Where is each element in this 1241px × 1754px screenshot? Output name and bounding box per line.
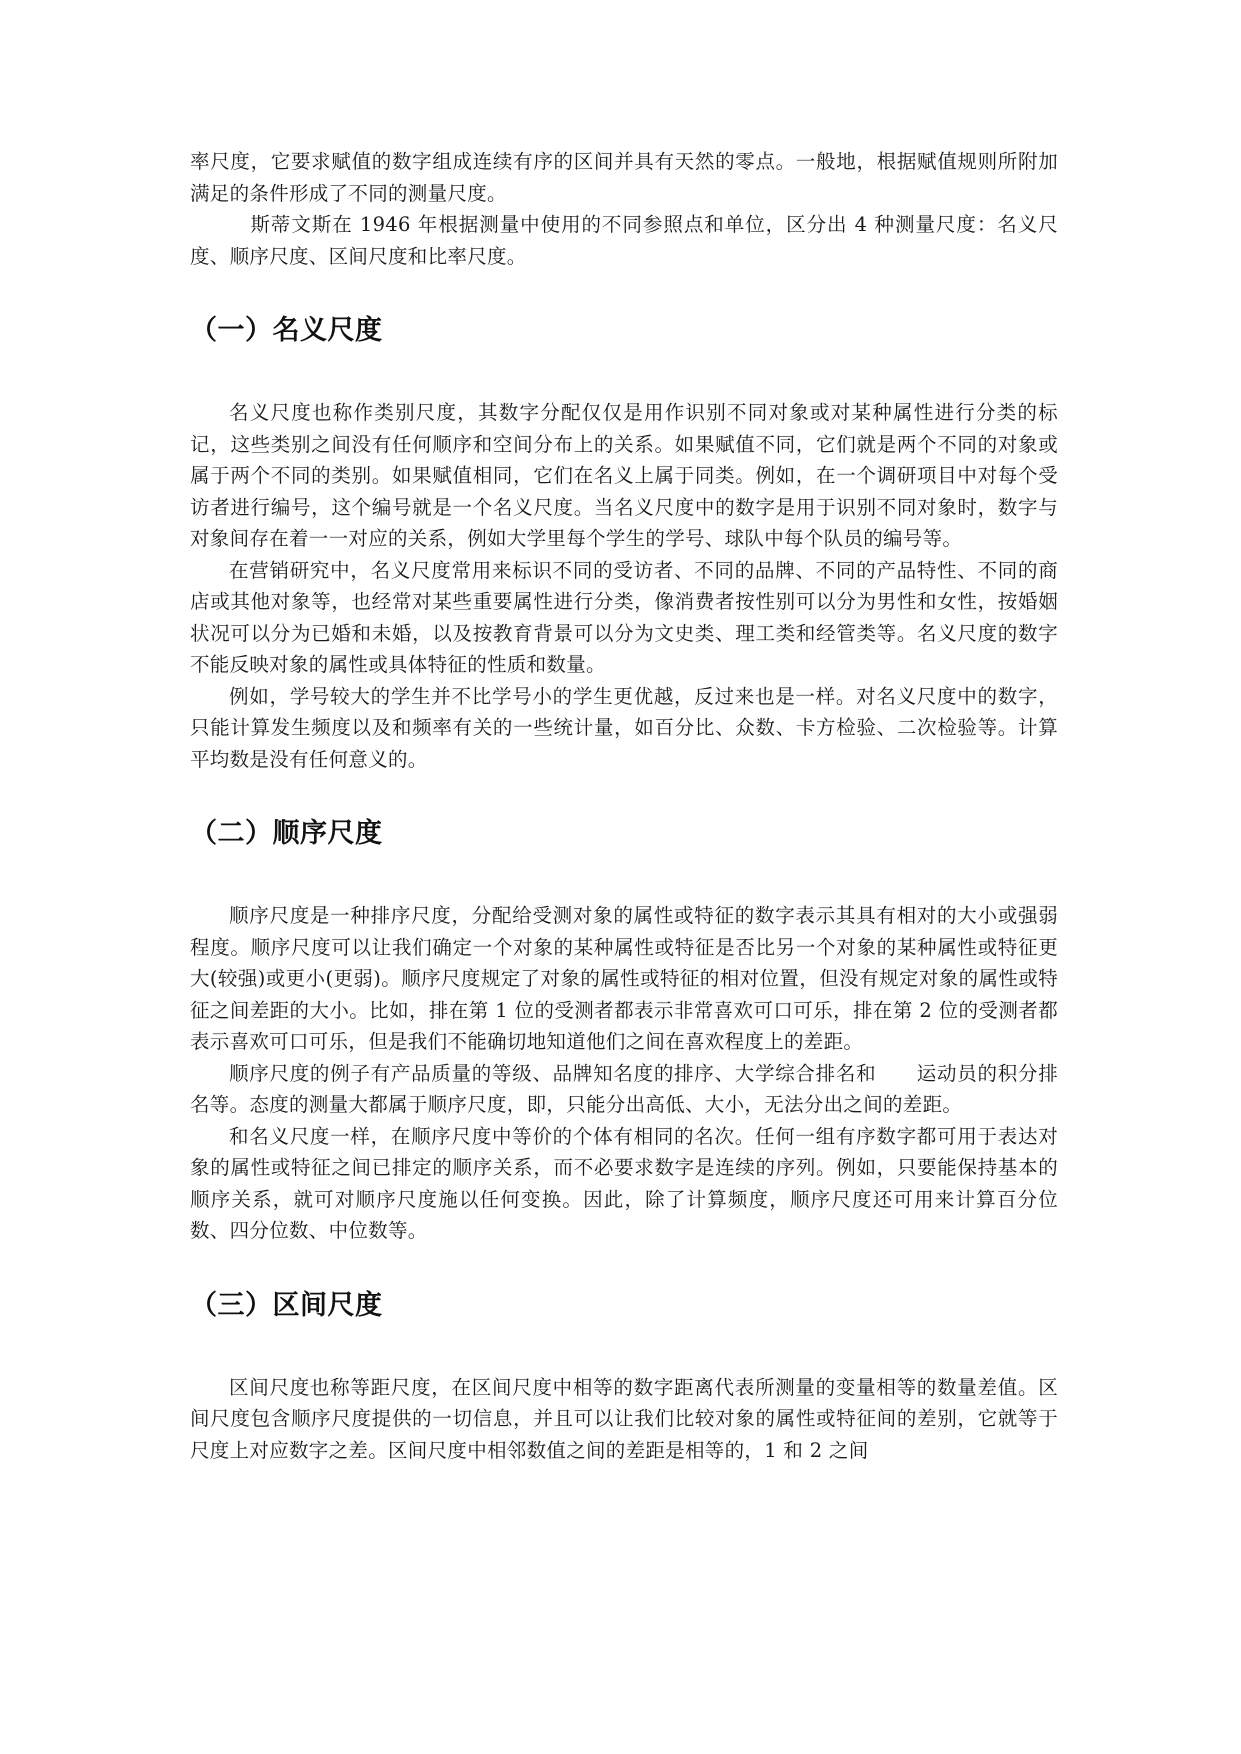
section-heading-interval-scale: （三）区间尺度 [190,1289,383,1321]
section-heading-nominal-scale: （一）名义尺度 [190,315,383,346]
nominal-paragraph-1: 名义尺度也称作类别尺度，其数字分配仅仅是用作识别不同对象或对某种属性进行分类的标记，这些类别之间没有任何顺序和空间分布上的关系。如果赋值不同，它们就是两个不同的对象或属于两个不同的类别。如果赋值相同，它们在名义上属于同类。例如，在一个调研项目中对每个受访者进行编号，这个编号就是一个名义尺度。当名义尺度中的数字是用于识别不同对象时，数字与对象间存在着一一对应的关系，例如大学里每个学生的学号、球队中每个队员的编号等。 [190,401,1058,550]
section-heading-ordinal-scale: （二）顺序尺度 [190,818,383,849]
intro-paragraph-stevens: 斯蒂文斯在 1946 年根据测量中使用的不同参照点和单位，区分出 4 种测量尺度：名义尺度、顺序尺度、区间尺度和比率尺度。 [190,213,1058,268]
ordinal-paragraph-3: 和名义尺度一样，在顺序尺度中等价的个体有相同的名次。任何一组有序数字都可用于表达对象的属性或特征之间已排定的顺序关系，而不必要求数字是连续的序列。例如，只要能保持基本的顺序关系，就可对顺序尺度施以任何变换。因此，除了计算频度，顺序尺度还可用来计算百分位数、四分位数、中位数等。 [190,1124,1058,1242]
nominal-paragraph-2: 在营销研究中，名义尺度常用来标识不同的受访者、不同的品牌、不同的产品特性、不同的商店或其他对象等，也经常对某些重要属性进行分类，像消费者按性别可以分为男性和女性，按婚姻状况可以分为已婚和未婚，以及按教育背景可以分为文史类、理工类和经管类等。名义尺度的数字不能反映对象的属性或具体特征的性质和数量。 [190,558,1058,676]
interval-paragraph-1: 区间尺度也称等距尺度，在区间尺度中相等的数字距离代表所测量的变量相等的数量差值。区间尺度包含顺序尺度提供的一切信息，并且可以让我们比较对象的属性或特征间的差别，它就等于尺度上对应数字之差。区间尺度中相邻数值之间的差距是相等的，1 和 2 之间 [190,1375,1058,1462]
ordinal-paragraph-1: 顺序尺度是一种排序尺度，分配给受测对象的属性或特征的数字表示其具有相对的大小或强弱程度。顺序尺度可以让我们确定一个对象的某种属性或特征是否比另一个对象的某种属性或特征更大(较强)或更小(更弱)。顺序尺度规定了对象的属性或特征的相对位置，但没有规定对象的属性或特征之间差距的大小。比如，排在第 1 位的受测者都表示非常喜欢可口可乐，排在第 2 位的受测者都表示喜欢可口可乐，但是我们不能确切地知道他们之间在喜欢程度上的差距。 [190,904,1058,1053]
ordinal-paragraph-2: 顺序尺度的例子有产品质量的等级、品牌知名度的排序、大学综合排名和 运动员的积分排名等。态度的测量大都属于顺序尺度，即，只能分出高低、大小，无法分出之间的差距。 [190,1061,1058,1116]
nominal-paragraph-3: 例如，学号较大的学生并不比学号小的学生更优越，反过来也是一样。对名义尺度中的数字，只能计算发生频度以及和频率有关的一些统计量，如百分比、众数、卡方检验、二次检验等。计算平均数是没有任何意义的。 [190,684,1058,771]
intro-paragraph-continued: 率尺度，它要求赋值的数字组成连续有序的区间并具有天然的零点。一般地，根据赋值规则所附加满足的条件形成了不同的测量尺度。 [190,150,1058,205]
document-body [190,146,1058,1466]
